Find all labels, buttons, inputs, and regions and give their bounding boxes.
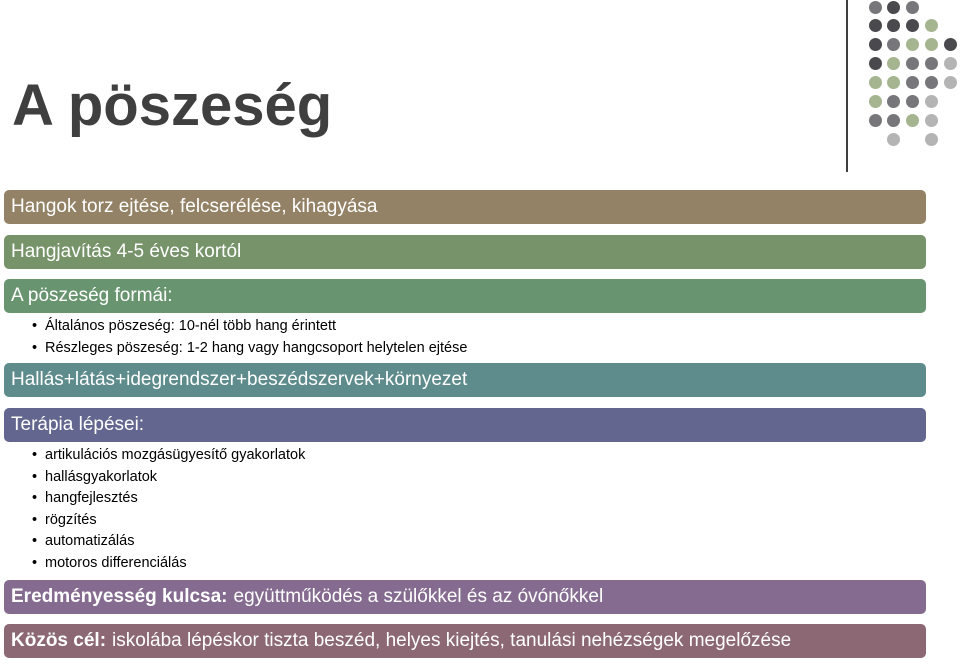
decorative-dot [925, 57, 938, 70]
decorative-dot [944, 76, 957, 89]
bar-age [4, 235, 926, 269]
decorative-dot [944, 57, 957, 70]
list-item: • rögzítés [32, 510, 305, 532]
list-item: • artikulációs mozgásügyesítő gyakorlatok [32, 445, 305, 467]
decorative-dot [869, 76, 882, 89]
decorative-dot [944, 38, 957, 51]
bar-symptoms [4, 190, 926, 224]
decorative-dot [906, 114, 919, 127]
decorative-dot [887, 19, 900, 32]
decorative-dot [869, 1, 882, 14]
decorative-dot [906, 95, 919, 108]
decorative-dot [869, 19, 882, 32]
decorative-dot [887, 133, 900, 146]
bar-success-key-text: együttműködés a szülőkkel és az óvónőkkel [233, 586, 604, 607]
decorative-dot [906, 19, 919, 32]
bar-forms-heading-text: A pöszeség formái: [11, 285, 173, 306]
bar-factors-text: Hallás+látás+idegrendszer+beszédszervek+környezet [11, 369, 468, 390]
bar-common-goal [4, 624, 926, 658]
decorative-dot [869, 95, 882, 108]
bar-forms-heading [4, 279, 926, 313]
therapy-steps-list [32, 445, 305, 575]
decorative-dot [887, 114, 900, 127]
decorative-dot [925, 95, 938, 108]
decorative-dot [925, 38, 938, 51]
bar-success-key-label: Eredményesség kulcsa: [11, 586, 228, 607]
bar-success-key [4, 580, 926, 614]
decorative-dot [925, 114, 938, 127]
list-item: • motoros differenciálás [32, 553, 305, 575]
bar-symptoms-text: Hangok torz ejtése, felcserélése, kihagyása [11, 196, 378, 217]
decorative-dot [869, 57, 882, 70]
decorative-dot [925, 19, 938, 32]
decorative-dot [906, 76, 919, 89]
bar-therapy-heading-text: Terápia lépései: [11, 414, 145, 435]
decorative-vertical-line [846, 0, 848, 172]
bar-factors [4, 363, 926, 397]
bar-common-goal-text: iskolába lépéskor tiszta beszéd, helyes kiejtés, tanulási nehézségek megelőzése [112, 630, 792, 651]
decorative-dot [925, 76, 938, 89]
list-item: • Általános pöszeség: 10-nél több hang érintett [32, 316, 467, 338]
decorative-dot [869, 38, 882, 51]
decorative-dot [869, 114, 882, 127]
decorative-dot [887, 1, 900, 14]
decorative-dot [887, 38, 900, 51]
decorative-dot [887, 57, 900, 70]
bar-therapy-heading [4, 408, 926, 442]
list-item: • automatizálás [32, 531, 305, 553]
slide-title: A pöszeség [12, 73, 333, 138]
decorative-dot [906, 1, 919, 14]
decorative-dot [906, 57, 919, 70]
list-item: • hangfejlesztés [32, 488, 305, 510]
decorative-dot [887, 76, 900, 89]
forms-list [32, 316, 467, 359]
decorative-dot [925, 133, 938, 146]
list-item: • Részleges pöszeség: 1-2 hang vagy hangcsoport helytelen ejtése [32, 338, 467, 360]
bar-common-goal-label: Közös cél: [11, 630, 107, 651]
bar-age-text: Hangjavítás 4-5 éves kortól [11, 241, 242, 262]
decorative-dot [887, 95, 900, 108]
decorative-dot [906, 38, 919, 51]
list-item: • hallásgyakorlatok [32, 467, 305, 489]
